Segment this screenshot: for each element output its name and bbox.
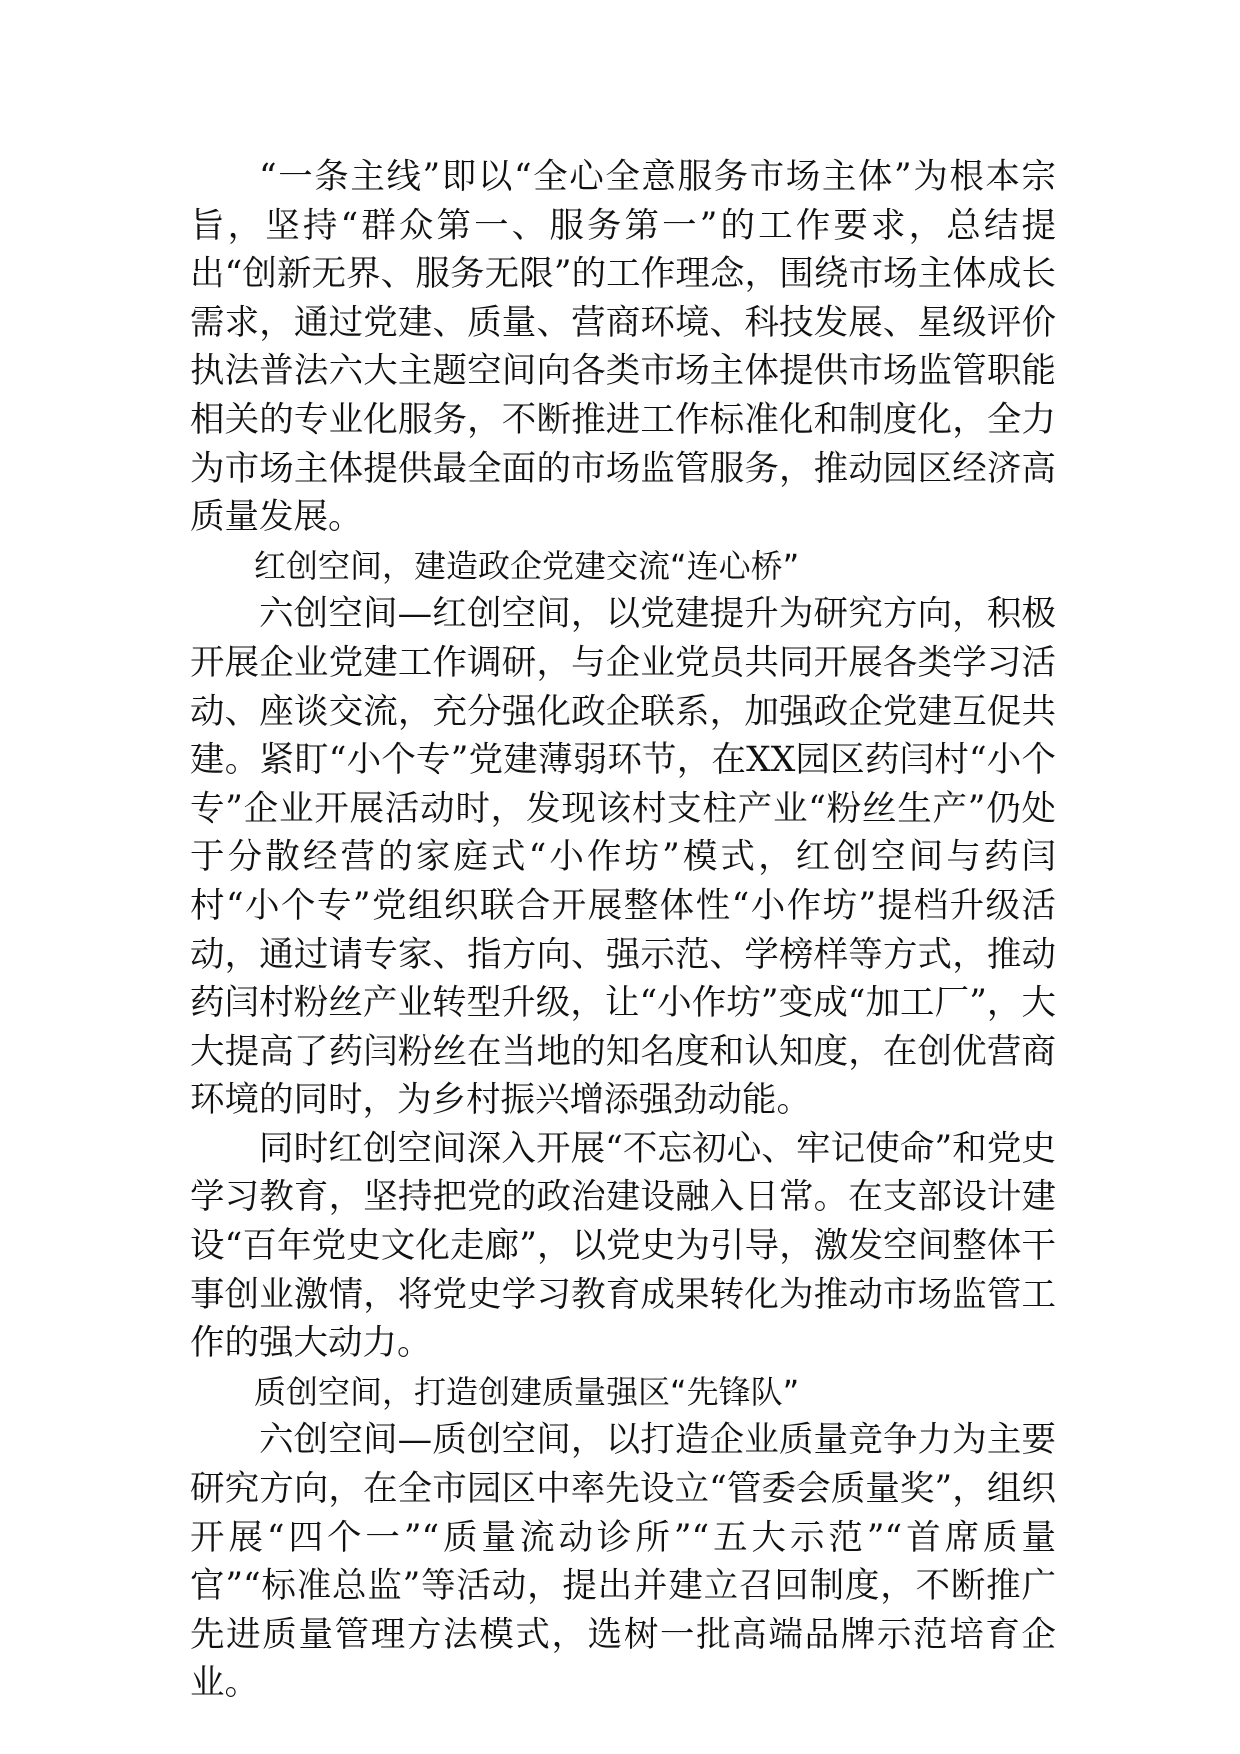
paragraph-red-space-history: 同时红创空间深入开展“不忘初心、牢记使命”和党史学习教育，坚持把党的政治建设融入日常。在支部设计建设“百年党史文化走廊”，以党史为引导，激发空间整体干事创业激情，将党史学习教育成果转化为推动市场监管工作的强大动力。	[190, 1128, 1056, 1364]
section-heading-quality-space: 质创空间，打造创建质量强区“先锋队”	[254, 1372, 800, 1411]
paragraph-quality-space-intro: 六创空间—质创空间，以打造企业质量竞争力为主要研究方向，在全市园区中率先设立“管委会质量奖”，组织开展“四个一”“质量流动诊所”“五大示范”“首席质量官”“标准总监”等活动，提出并建立召回制度，不断推广先进质量管理方法模式，选树一批高端品牌示范培育企业。	[190, 1420, 1056, 1704]
document-body	[190, 153, 1056, 1708]
paragraph-one-main-line: “一条主线”即以“全心全意服务市场主体”为根本宗旨，坚持“群众第一、服务第一”的工作要求，总结提出“创新无界、服务无限”的工作理念，围绕市场主体成长需求，通过党建、质量、营商环境、科技发展、星级评价执法普法六大主题空间向各类市场主体提供市场监管职能相关的专业化服务，不断推进工作标准化和制度化，全力为市场主体提供最全面的市场监管服务，推动园区经济高质量发展。	[190, 157, 1056, 538]
section-heading-red-space: 红创空间，建造政企党建交流“连心桥”	[254, 546, 800, 585]
paragraph-red-space-intro: 六创空间—红创空间，以党建提升为研究方向，积极开展企业党建工作调研，与企业党员共同开展各类学习活动、座谈交流，充分强化政企联系，加强政企党建互促共建。紧盯“小个专”党建薄弱环节，在XX园区药闫村“小个专”企业开展活动时，发现该村支柱产业“粉丝生产”仍处于分散经营的家庭式“小作坊”模式，红创空间与药闫村“小个专”党组织联合开展整体性“小作坊”提档升级活动，通过请专家、指方向、强示范、学榜样等方式，推动药闫村粉丝产业转型升级，让“小作坊”变成“加工厂”，大大提高了药闫粉丝在当地的知名度和认知度，在创优营商环境的同时，为乡村振兴增添强劲动能。	[190, 594, 1056, 1121]
